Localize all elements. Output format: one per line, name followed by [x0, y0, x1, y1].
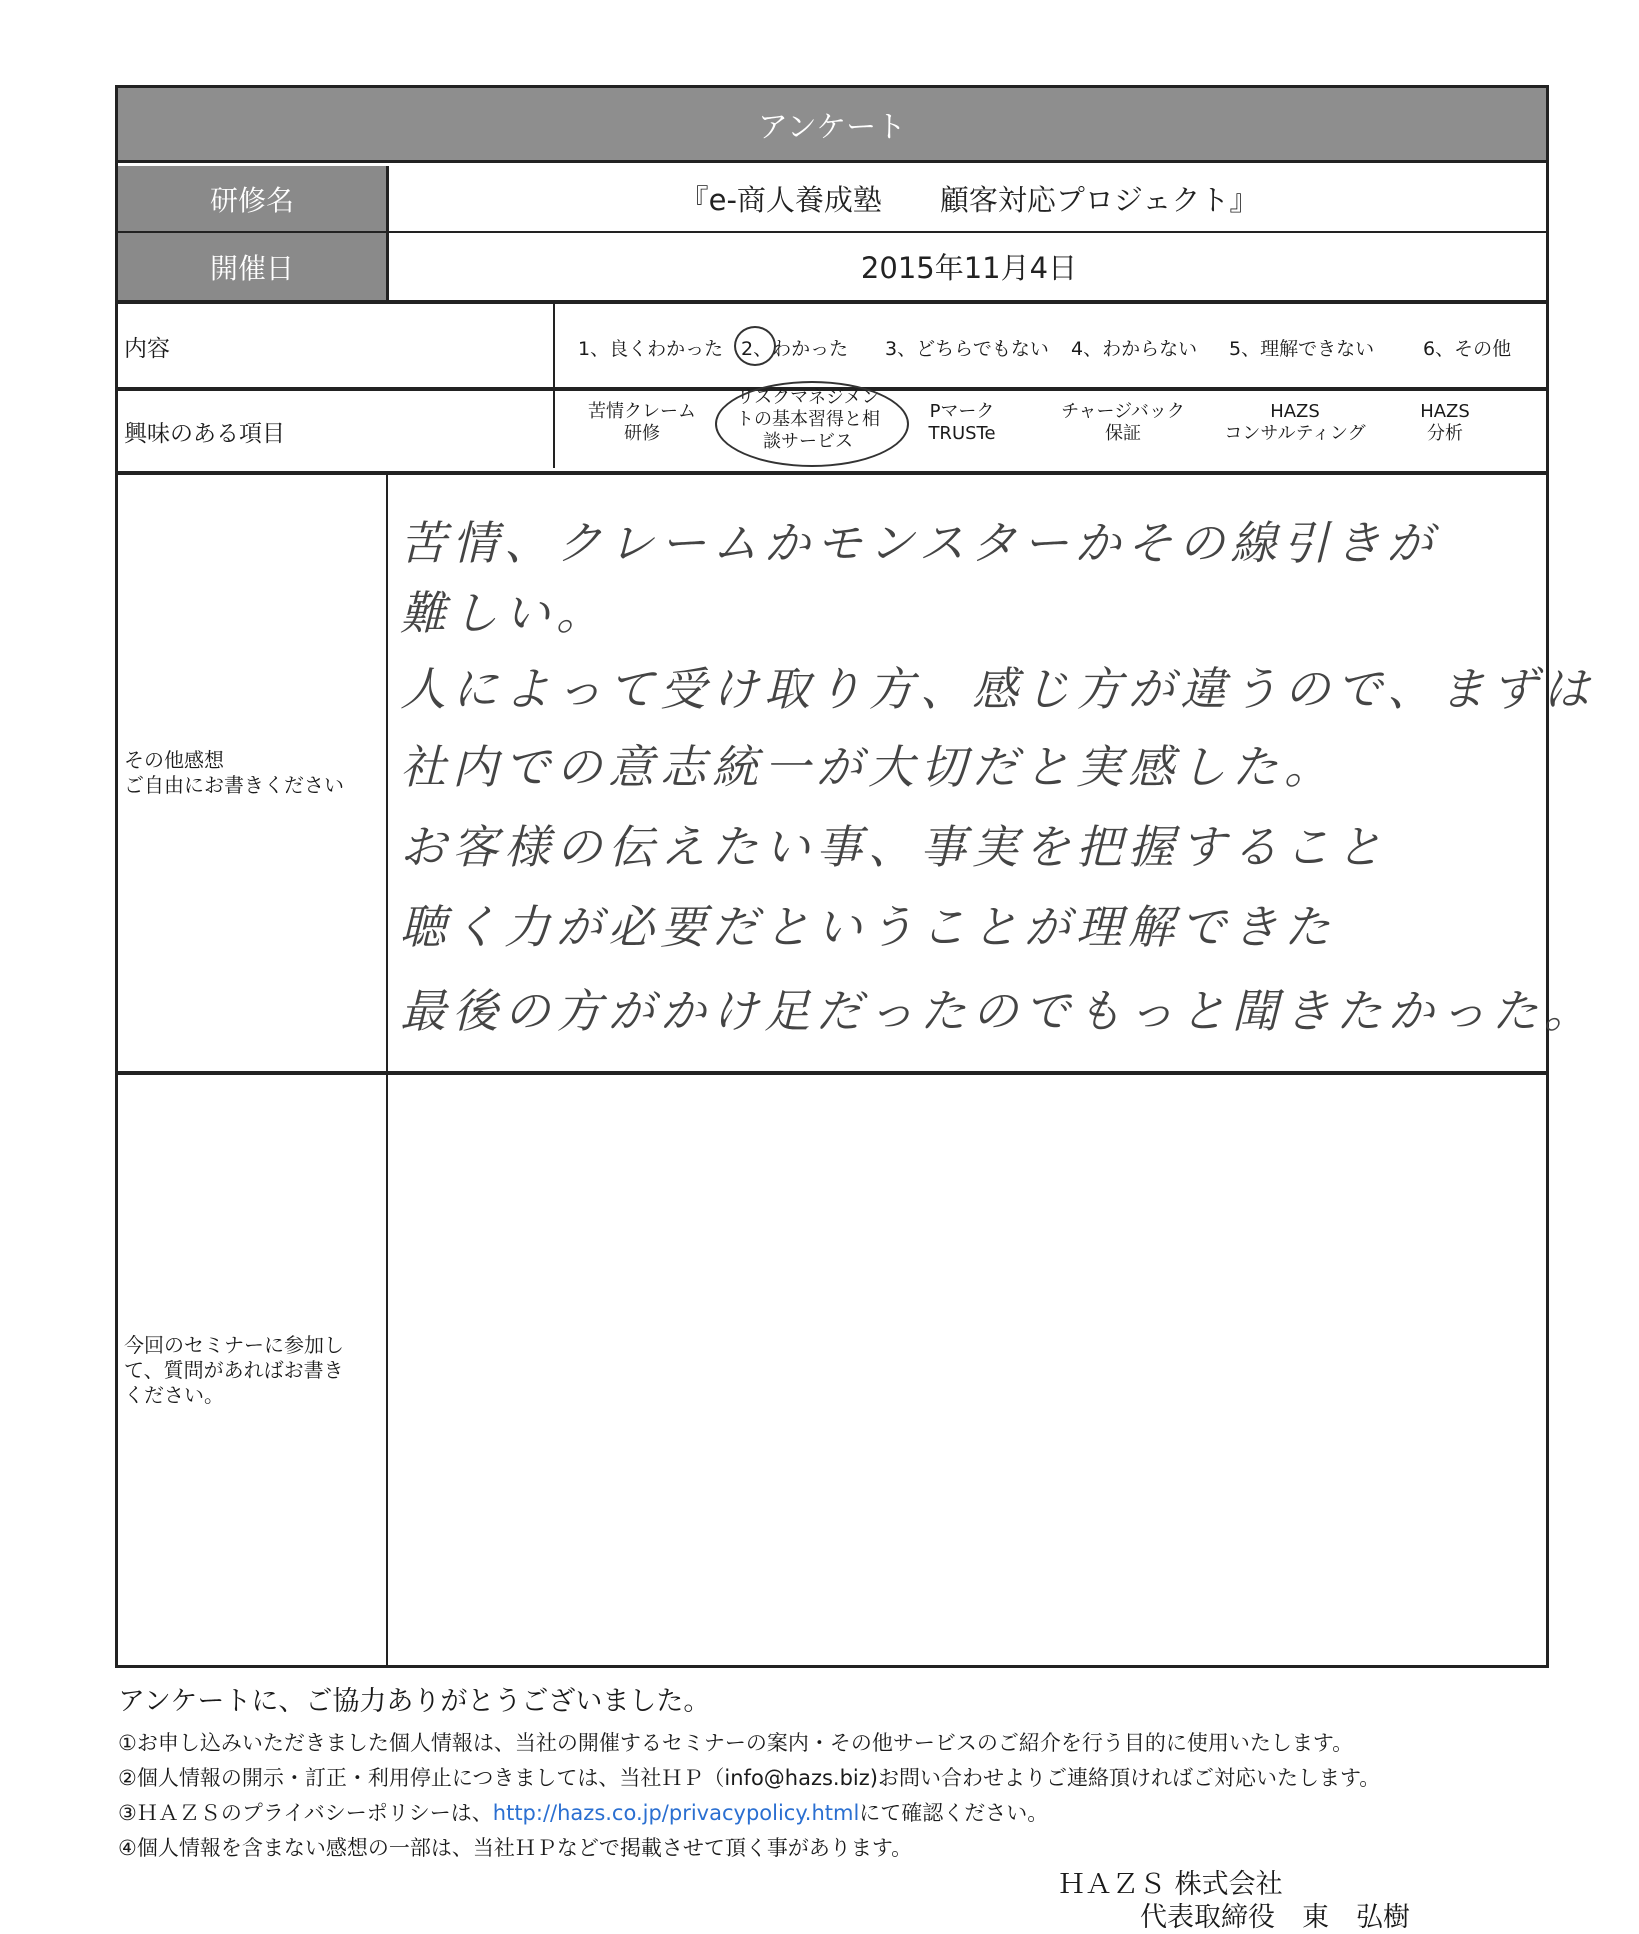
handwritten-line: 聴く力が必要だということが理解できた: [400, 900, 1336, 954]
interest-item-risk-management[interactable]: リスクマネジメン トの基本習得と相 談サービス: [736, 387, 880, 452]
date-label: 開催日: [118, 233, 389, 300]
content-option-1[interactable]: 1、良くわかった: [578, 338, 724, 360]
interest-item-consulting[interactable]: HAZS コンサルティング: [1224, 401, 1366, 444]
signatory: 代表取締役 東 弘樹: [1140, 1902, 1410, 1933]
date-value: 2015年11月4日: [860, 251, 1078, 285]
interest-label: 興味のある項目: [124, 420, 285, 447]
handwritten-line: お客様の伝えたい事、事実を把握すること: [400, 820, 1388, 874]
handwritten-line: 人によって受け取り方、感じ方が違うので、まずは: [400, 662, 1596, 716]
content-option-4[interactable]: 4、わからない: [1071, 338, 1198, 360]
impressions-answer-area[interactable]: [388, 475, 1596, 1071]
selected-circle-mark: [734, 326, 776, 366]
content-label: 内容: [124, 335, 170, 362]
interest-item-complaint-training[interactable]: 苦情クレーム 研修: [588, 401, 696, 444]
privacy-note-4: ④個人情報を含まない感想の一部は、当社ＨＰなどで掲載させて頂く事があります。: [118, 1836, 913, 1860]
impressions-label: その他感想 ご自由にお書きください: [124, 748, 344, 797]
handwritten-line: 苦情、クレームかモンスターかその線引きが: [400, 516, 1439, 570]
content-option-2[interactable]: 2、わかった: [741, 338, 849, 360]
privacy-note-1: ①お申し込みいただきました個人情報は、当社の開催するセミナーの案内・その他サービスのご紹介を行う目的に使用いたします。: [118, 1731, 1354, 1755]
privacy-note-2: ②個人情報の開示・訂正・利用停止につきましては、当社ＨＰ（info@hazs.biz)お問い合わせよりご連絡頂ければご対応いたします。: [118, 1766, 1381, 1790]
course-label: 研修名: [118, 166, 389, 231]
company-name: ＨＡＺＳ 株式会社: [1058, 1869, 1283, 1900]
form-title: アンケート: [118, 88, 1546, 163]
thanks-message: アンケートに、ご協力ありがとうございました。: [118, 1686, 711, 1717]
course-name: 『e-商人養成塾 顧客対応プロジェクト』: [679, 183, 1259, 217]
interest-item-analysis[interactable]: HAZS 分析: [1420, 401, 1470, 444]
privacy-policy-link[interactable]: http://hazs.co.jp/privacypolicy.html: [492, 1801, 860, 1825]
survey-form: [115, 85, 1596, 1668]
content-options: [555, 304, 1546, 388]
handwritten-line: 最後の方がかけ足だったのでもっと聞きたかった。: [400, 984, 1596, 1038]
content-option-6[interactable]: 6、その他: [1423, 338, 1512, 360]
questions-answer-area[interactable]: [388, 1075, 1546, 1665]
questions-label: 今回のセミナーに参加し て、質問があればお書き ください。: [124, 1333, 344, 1407]
content-option-5[interactable]: 5、理解できない: [1229, 338, 1375, 360]
content-option-3[interactable]: 3、どちらでもない: [885, 338, 1049, 360]
interest-item-chargeback[interactable]: チャージバック 保証: [1061, 401, 1185, 444]
interest-options: [555, 387, 1546, 471]
handwritten-line: 社内での意志統一が大切だと実感した。: [400, 740, 1336, 794]
selected-ellipse-mark: [715, 381, 909, 467]
handwritten-line: 難しい。: [400, 586, 608, 640]
interest-item-pmark[interactable]: Pマーク TRUSTe: [928, 401, 996, 444]
privacy-note-3: ③ＨＡＺＳのプライバシーポリシーは、http://hazs.co.jp/privacypolicy.htmlにて確認ください。: [118, 1801, 1049, 1825]
